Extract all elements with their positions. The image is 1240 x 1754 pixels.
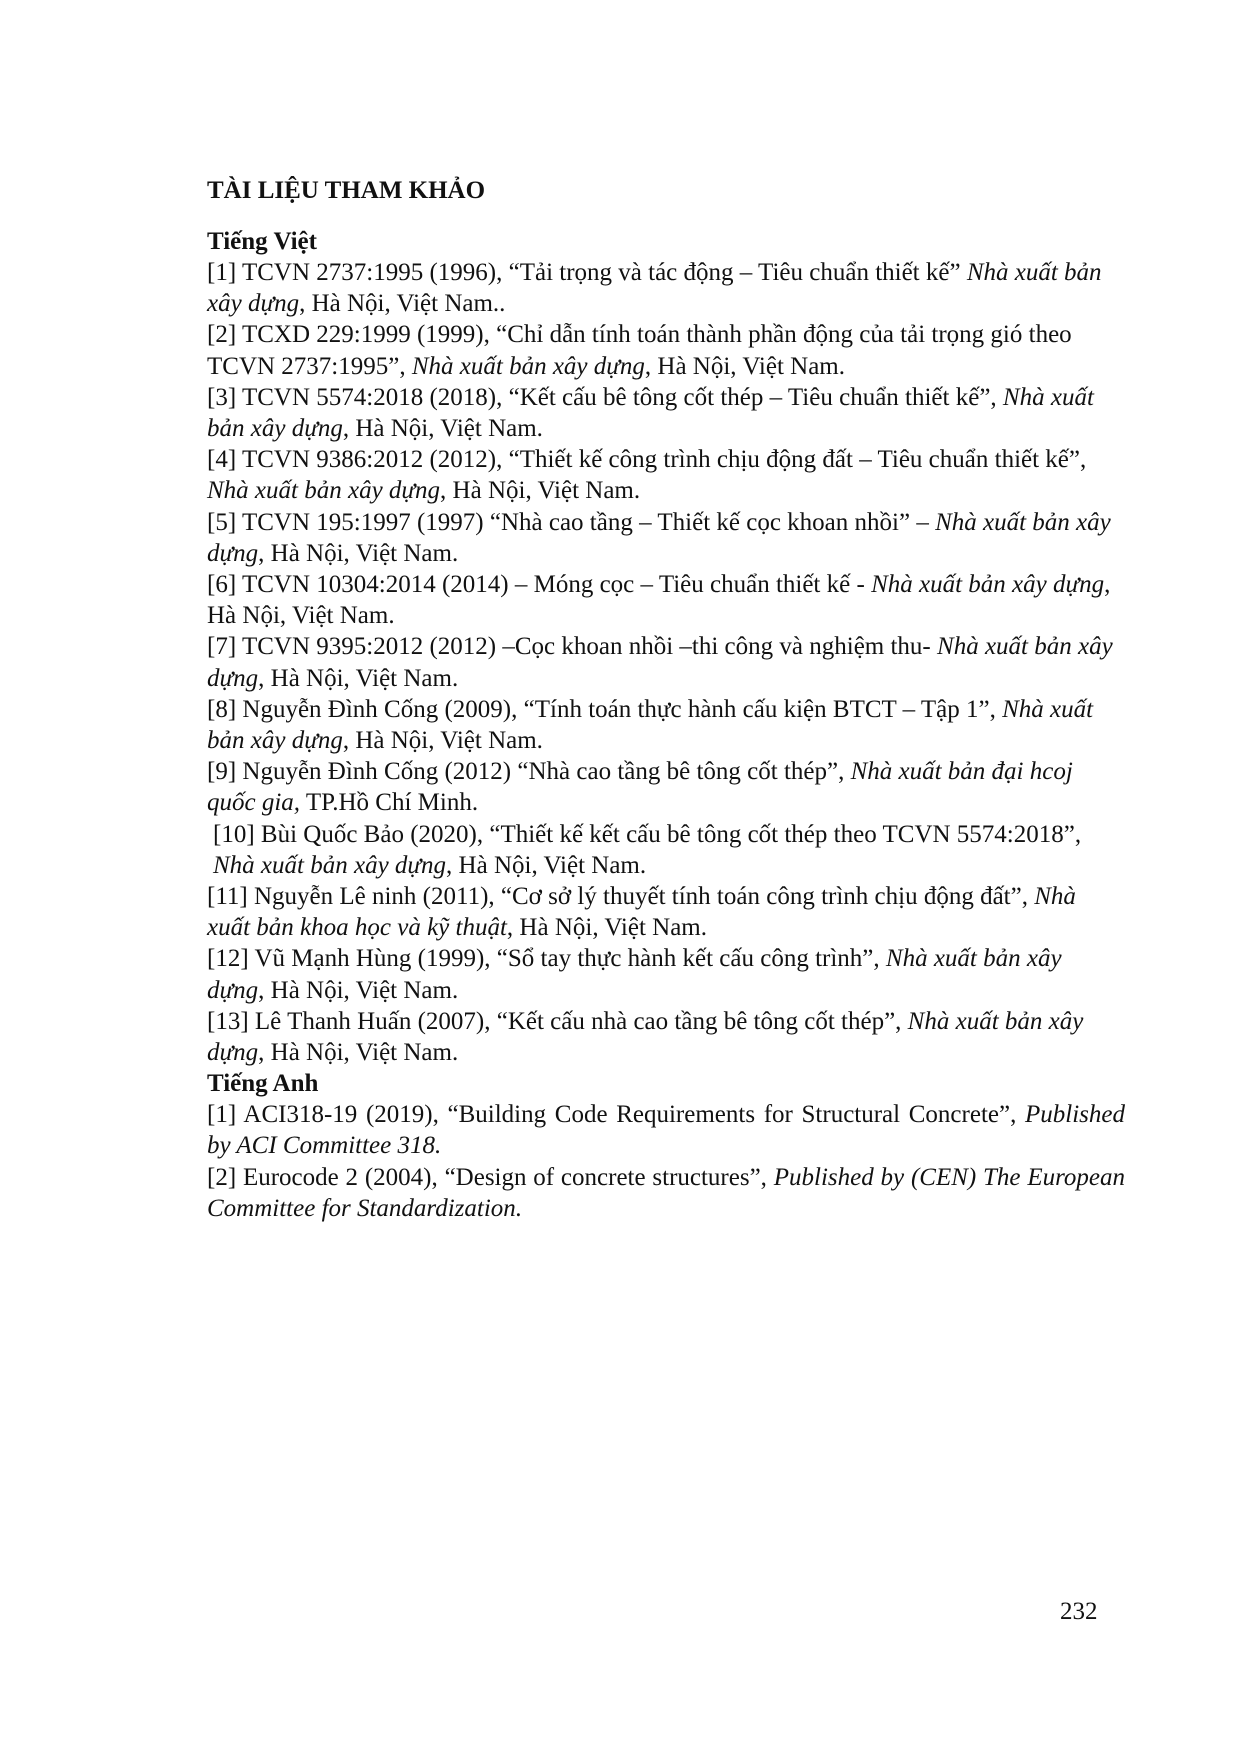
reference-item: [6] TCVN 10304:2014 (2014) – Móng cọc – Tiêu chuẩn thiết kế - Nhà xuất bản xây dựng, Hà Nội, Việt Nam. [207, 571, 1111, 630]
section-title-vietnamese: Tiếng Việt [207, 228, 317, 255]
reference-item: [7] TCVN 9395:2012 (2012) –Cọc khoan nhồi –thi công và nghiệm thu- Nhà xuất bản xây dựng, Hà Nội, Việt Nam. [207, 633, 1113, 692]
reference-item: [5] TCVN 195:1997 (1997) “Nhà cao tầng – Thiết kế cọc khoan nhồi” – Nhà xuất bản xây dựng, Hà Nội, Việt Nam. [207, 508, 1111, 567]
reference-item: [13] Lê Thanh Huấn (2007), “Kết cấu nhà cao tầng bê tông cốt thép”, Nhà xuất bản xây dựng, Hà Nội, Việt Nam. [207, 1007, 1084, 1067]
page-heading: TÀI LIỆU THAM KHẢO [207, 177, 486, 204]
reference-item: [12] Vũ Mạnh Hùng (1999), “Sổ tay thực hành kết cấu công trình”, Nhà xuất bản xây dựng, Hà Nội, Việt Nam. [207, 945, 1062, 1004]
reference-item: [1] TCVN 2737:1995 (1996), “Tải trọng và tác động – Tiêu chuẩn thiết kế” Nhà xuất bản xây dựng, Hà Nội, Việt Nam.. [207, 259, 1102, 318]
section-title-english: Tiếng Anh [207, 1070, 319, 1098]
reference-item: [2] Eurocode 2 (2004), “Design of concrete structures”, Published by (CEN) The European Committee for Standardization. [207, 1163, 1126, 1222]
references-page [207, 176, 1125, 1224]
reference-item: [2] TCXD 229:1999 (1999), “Chỉ dẫn tính toán thành phần động của tải trọng gió theo TCVN 2737:1995”, Nhà xuất bản xây dựng, Hà Nội, Việt Nam. [207, 321, 1072, 380]
reference-item: [8] Nguyễn Đình Cống (2009), “Tính toán thực hành cấu kiện BTCT – Tập 1”, Nhà xuất bản xây dựng, Hà Nội, Việt Nam. [207, 695, 1094, 755]
page-number: 232 [1060, 1598, 1098, 1625]
reference-item: [4] TCVN 9386:2012 (2012), “Thiết kế công trình chịu động đất – Tiêu chuẩn thiết kế”, Nhà xuất bản xây dựng, Hà Nội, Việt Nam. [207, 446, 1087, 505]
reference-item: [11] Nguyễn Lê ninh (2011), “Cơ sở lý thuyết tính toán công trình chịu động đất”, Nhà xuất bản khoa học và kỹ thuật, Hà Nội, Việt Nam. [207, 883, 1076, 942]
reference-item: [3] TCVN 5574:2018 (2018), “Kết cấu bê tông cốt thép – Tiêu chuẩn thiết kế”, Nhà xuất bản xây dựng, Hà Nội, Việt Nam. [207, 383, 1094, 443]
reference-item: [10] Bùi Quốc Bảo (2020), “Thiết kế kết cấu bê tông cốt thép theo TCVN 5574:2018”, Nhà xuất bản xây dựng, Hà Nội, Việt Nam. [213, 820, 1082, 879]
reference-item: [1] ACI318-19 (2019), “Building Code Requirements for Structural Concrete”, Published by ACI Committee 318. [207, 1101, 1125, 1160]
reference-item: [9] Nguyễn Đình Cống (2012) “Nhà cao tầng bê tông cốt thép”, Nhà xuất bản đại hcoj quốc gia, TP.Hồ Chí Minh. [207, 758, 1073, 817]
